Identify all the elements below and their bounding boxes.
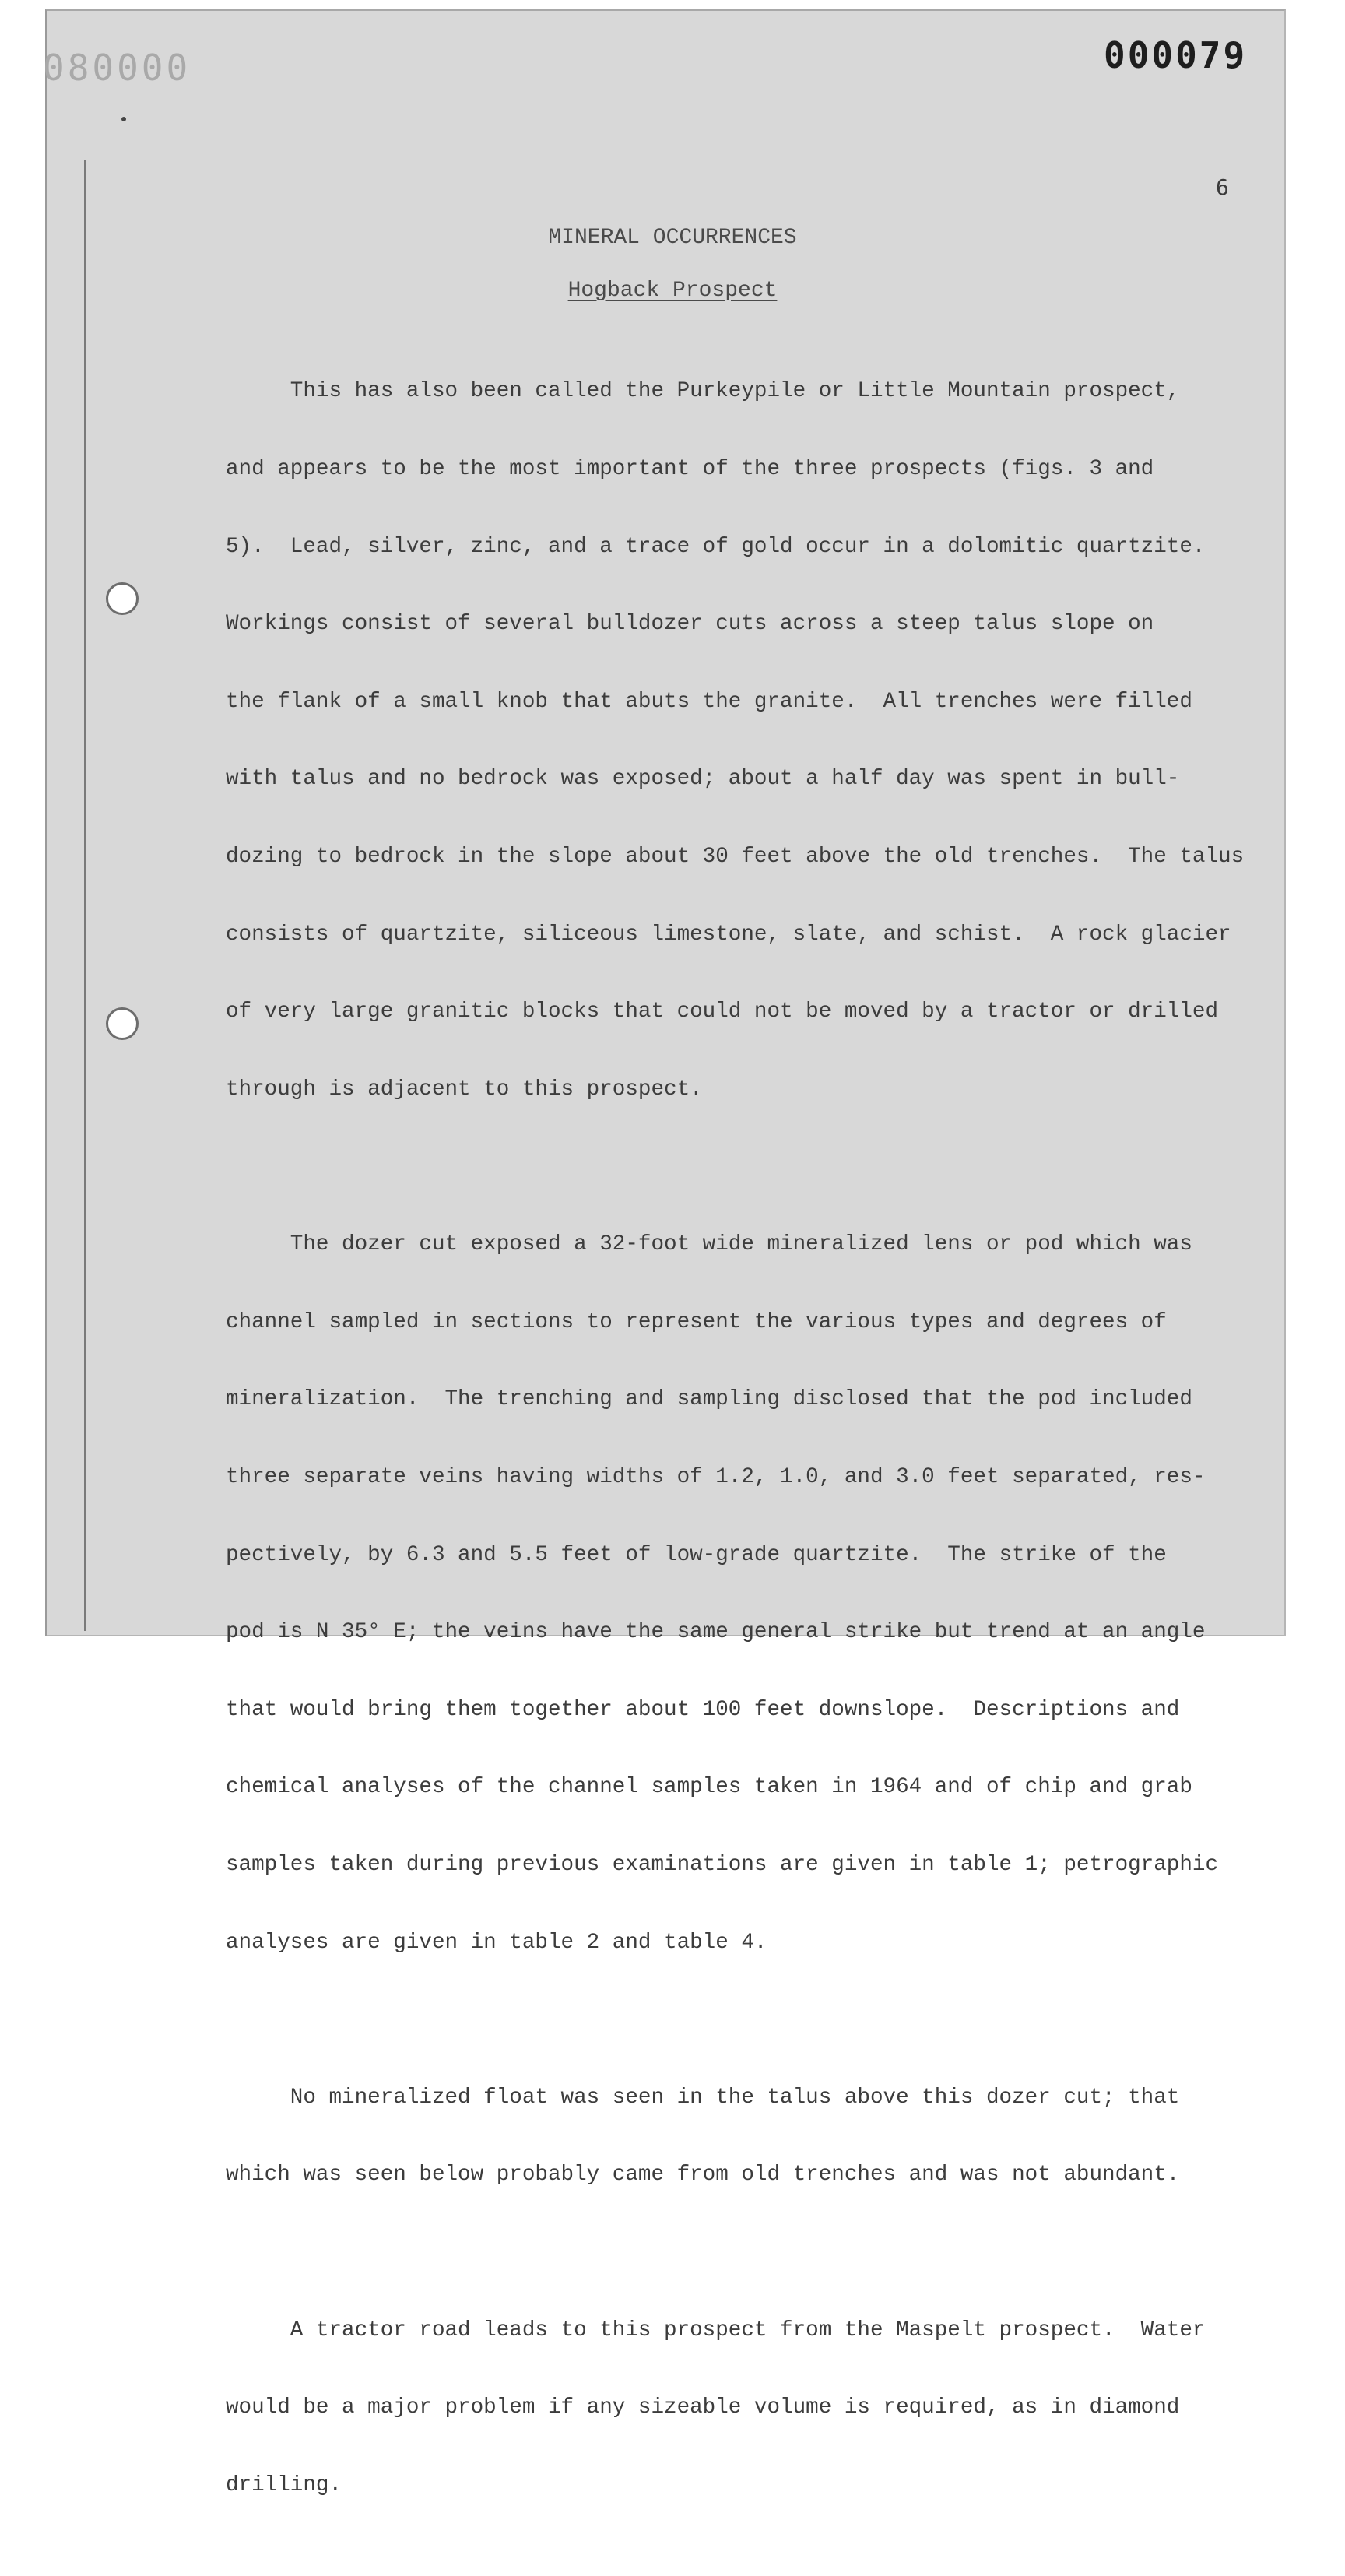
text-line: dozing to bedrock in the slope about 30 feet above the old trenches. The talus xyxy=(226,845,1245,870)
text-line: A tractor road leads to this prospect from the Maspelt prospect. Water xyxy=(226,2318,1206,2342)
text-line: the flank of a small knob that abuts the granite. All trenches were filled xyxy=(226,689,1192,714)
paragraph xyxy=(226,2265,1269,2550)
stamp-number: 000079 xyxy=(1104,34,1248,76)
text-line: chemical analyses of the channel samples taken in 1964 and of chip and grab xyxy=(226,1775,1192,1800)
text-line: The dozer cut exposed a 32-foot wide mineralized lens or pod which was xyxy=(226,1232,1192,1257)
text-line: three separate veins having widths of 1.2, 1.0, and 3.0 feet separated, res- xyxy=(226,1464,1206,1489)
text-line: pod is N 35° E; the veins have the same general strike but trend at an angle xyxy=(226,1620,1206,1645)
text-line: mineralization. The trenching and sampling disclosed that the pod included xyxy=(226,1387,1192,1412)
paragraph xyxy=(226,2033,1269,2240)
text-line: drilling. xyxy=(226,2472,342,2497)
punch-hole-bottom xyxy=(106,1007,139,1040)
ink-dot xyxy=(121,117,126,121)
text-line: 5). Lead, silver, zinc, and a trace of gold occur in a dolomitic quartzite. xyxy=(226,534,1206,559)
text-line: that would bring them together about 100 feet downslope. Descriptions and xyxy=(226,1697,1180,1722)
punch-hole-top xyxy=(106,582,139,615)
text-line: consists of quartzite, siliceous limestone, slate, and schist. A rock glacier xyxy=(226,922,1231,947)
page-number: 6 xyxy=(1216,174,1229,200)
text-line: which was seen below probably came from old trenches and was not abundant. xyxy=(226,2163,1180,2188)
left-margin-rule xyxy=(84,160,86,1631)
subsection-title: Hogback Prospect xyxy=(567,279,778,303)
section-title: MINERAL OCCURRENCES xyxy=(548,226,797,250)
text-line: through is adjacent to this prospect. xyxy=(226,1077,703,1102)
body-text xyxy=(226,327,1269,2576)
text-line: of very large granitic blocks that could not be moved by a tractor or drilled xyxy=(226,1000,1219,1024)
text-line: Workings consist of several bulldozer cuts across a steep talus slope on xyxy=(226,612,1154,637)
text-line: with talus and no bedrock was exposed; about a half day was spent in bull- xyxy=(226,767,1180,792)
text-line: channel sampled in sections to represent the various types and degrees of xyxy=(226,1309,1167,1334)
ghost-stamp-number: 080000 xyxy=(43,47,191,89)
paragraph xyxy=(226,327,1269,1154)
text-line: No mineralized float was seen in the talus above this dozer cut; that xyxy=(226,2085,1180,2110)
text-line: analyses are given in table 2 and table 4. xyxy=(226,1930,767,1955)
text-line: would be a major problem if any sizeable volume is required, as in diamond xyxy=(226,2395,1180,2420)
text-line: and appears to be the most important of the three prospects (figs. 3 and xyxy=(226,457,1154,482)
paragraph xyxy=(226,1180,1269,2008)
text-line: This has also been called the Purkeypile or Little Mountain prospect, xyxy=(226,379,1180,404)
text-line: pectively, by 6.3 and 5.5 feet of low-grade quartzite. The strike of the xyxy=(226,1542,1167,1567)
text-line: samples taken during previous examinations are given in table 1; petrographic xyxy=(226,1852,1219,1877)
